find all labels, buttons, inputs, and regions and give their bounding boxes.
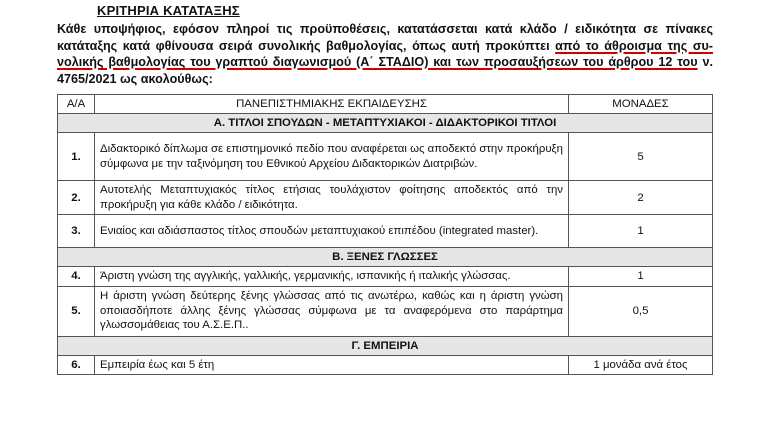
intro-paragraph [57, 21, 713, 87]
row-points: 1 μονάδα ανά έτος [569, 355, 713, 375]
table-row [58, 215, 713, 248]
row-description: Εμπειρία έως και 5 έτη [95, 355, 569, 375]
page-heading: ΚΡΙΤΗΡΙΑ ΚΑΤΑΤΑΞΗΣ [97, 3, 240, 18]
criteria-table [57, 94, 713, 375]
row-number: 6. [58, 355, 95, 375]
header-points: ΜΟΝΑΔΕΣ [569, 95, 713, 114]
row-description: Διδακτορικό δίπλωμα σε επιστημονικό πεδίο που αναφέρεται ως αποδεκτό στην προκήρυξη σύμφωνα με την ταξινόμηση του Εθνικού Αρχείου Διδακτορικών Διατριβών. [95, 133, 569, 181]
section-c-title: Γ. ΕΜΠΕΙΡΙΑ [58, 336, 713, 355]
row-points: 2 [569, 181, 713, 215]
table-row [58, 181, 713, 215]
row-points: 5 [569, 133, 713, 181]
table-header-row [58, 95, 713, 114]
section-b-title: Β. ΞΕΝΕΣ ΓΛΩΣΣΕΣ [58, 248, 713, 267]
row-number: 2. [58, 181, 95, 215]
row-points: 1 [569, 215, 713, 248]
section-row-c [58, 336, 713, 355]
intro-line-2: κατάταξης κατά φθίνουσα σειρά συνολικής βαθμολογίας, όπως αυτή προκύπτει [57, 38, 556, 53]
header-education: ΠΑΝΕΠΙΣΤΗΜΙΑΚΗΣ ΕΚΠΑΙΔΕΥΣΗΣ [95, 95, 569, 114]
row-description: Η άριστη γνώση δεύτερης ξένης γλώσσας από τις ανωτέρω, καθώς και η άριστη γνώση οποιασδήποτε άλλης ξένης γλώσσας σύμφωνα με τα αναφερόμενα στο παράρτημα γλωσσομάθειας του Α.Σ.Ε.Π.. [95, 286, 569, 336]
section-a-title: Α. ΤΙΤΛΟΙ ΣΠΟΥΔΩΝ - ΜΕΤΑΠΤΥΧΙΑΚΟΙ - ΔΙΔΑΚΤΟΡΙΚΟΙ ΤΙΤΛΟΙ [58, 114, 713, 133]
section-row-b [58, 248, 713, 267]
intro-line-4: ν. 4765/2021 ως ακολούθως: [57, 55, 713, 86]
intro-highlight-2: νολικής βαθμολογίας του γραπτού διαγωνισμού (Α΄ ΣΤΑΔΙΟ) και των προσαυξήσεων του άρθρου 12 του [57, 55, 698, 69]
table-row [58, 267, 713, 287]
row-description: Ενιαίος και αδιάσπαστος τίτλος σπουδών μεταπτυχιακού επιπέδου (integrated master). [95, 215, 569, 248]
row-points: 1 [569, 267, 713, 287]
section-row-a [58, 114, 713, 133]
table-row [58, 355, 713, 375]
intro-line-1: Κάθε υποψήφιος, εφόσον πληροί τις προϋποθέσεις, κατατάσσεται κατά κλάδο / ειδικότητα σε πίνακες [57, 22, 713, 36]
row-number: 3. [58, 215, 95, 248]
row-description: Άριστη γνώση της αγγλικής, γαλλικής, γερμανικής, ισπανικής ή ιταλικής γλώσσας. [95, 267, 569, 287]
row-number: 1. [58, 133, 95, 181]
header-aa: Α/Α [58, 95, 95, 114]
row-description: Αυτοτελής Μεταπτυχιακός τίτλος ετήσιας τουλάχιστον φοίτησης αποδεκτός από την προκήρυξη για κάθε κλάδο / ειδικότητα. [95, 181, 569, 215]
row-number: 4. [58, 267, 95, 287]
table-row [58, 286, 713, 336]
row-number: 5. [58, 286, 95, 336]
intro-highlight-1: από το άθροισμα της συ- [555, 38, 713, 53]
row-points: 0,5 [569, 286, 713, 336]
table-row [58, 133, 713, 181]
